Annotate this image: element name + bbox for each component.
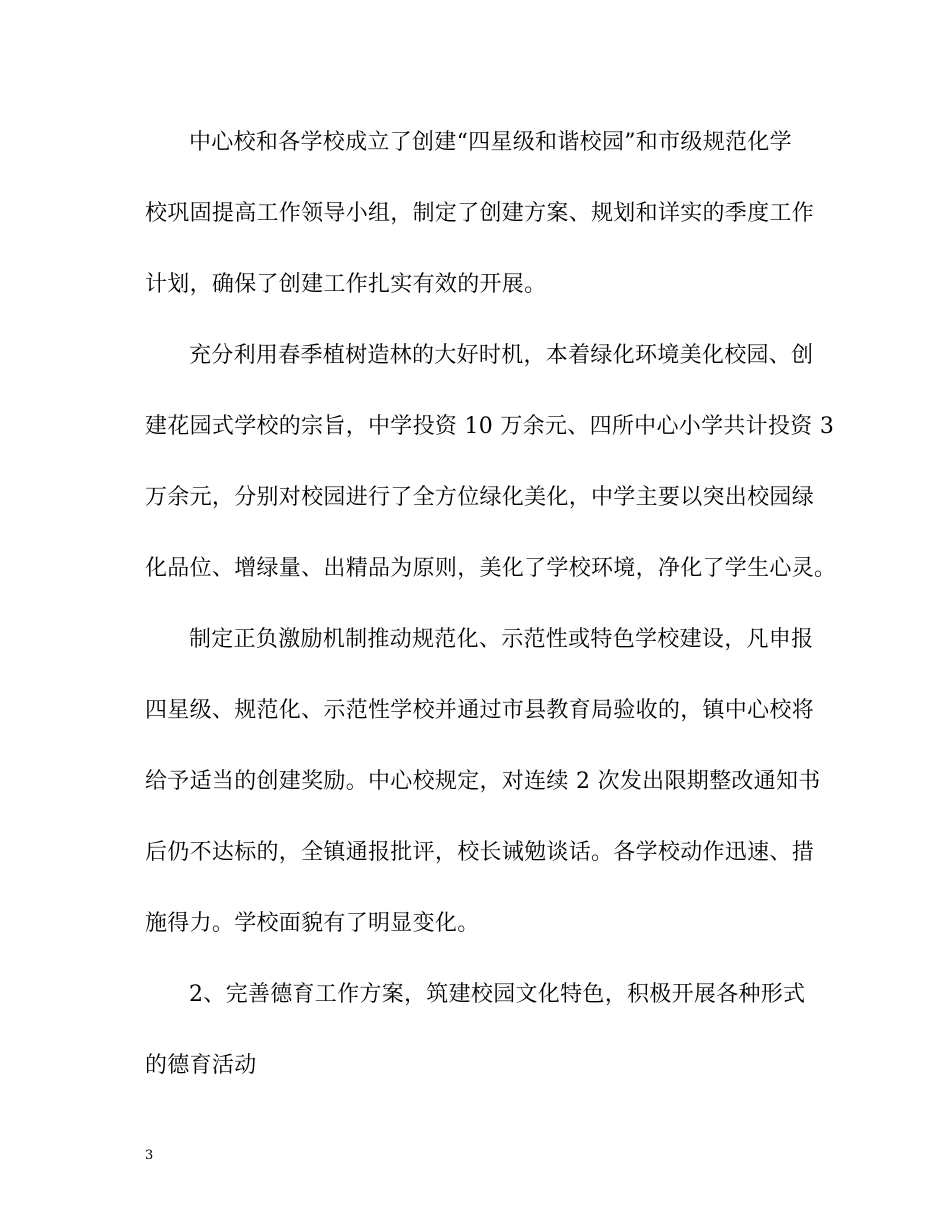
paragraph-1-line-1: 中心校和各学校成立了创建“四星级和谐校园”和市级规范化学 — [189, 130, 792, 155]
paragraph-2-line-3: 万余元，分别对校园进行了全方位绿化美化，中学主要以突出校园绿 — [145, 485, 815, 510]
section-heading-line-2: 的德育活动 — [145, 1053, 257, 1078]
paragraph-1-line-2: 校巩固提高工作领导小组，制定了创建方案、规划和详实的季度工作 — [145, 201, 815, 226]
section-heading-line-1: 2、完善德育工作方案，筑建校园文化特色，积极开展各种形式 — [189, 982, 806, 1007]
page-number: 3 — [145, 1148, 154, 1163]
paragraph-3-line-3: 给予适当的创建奖励。中心校规定，对连续 2 次发出限期整改通知书 — [145, 769, 821, 794]
paragraph-2-line-2: 建花园式学校的宗旨，中学投资 10 万余元、四所中心小学共计投资 3 — [145, 414, 835, 439]
paragraph-1-line-3: 计划，确保了创建工作扎实有效的开展。 — [145, 272, 547, 297]
paragraph-3-line-1: 制定正负激励机制推动规范化、示范性或特色学校建设，凡申报 — [189, 627, 814, 652]
paragraph-2-line-4: 化品位、增绿量、出精品为原则，美化了学校环境，净化了学生心灵。 — [145, 556, 837, 581]
paragraph-3-line-4: 后仍不达标的，全镇通报批评，校长诫勉谈话。各学校动作迅速、措 — [145, 840, 815, 865]
paragraph-3-line-2: 四星级、规范化、示范性学校并通过市县教育局验收的，镇中心校将 — [145, 698, 815, 723]
paragraph-2-line-1: 充分利用春季植树造林的大好时机，本着绿化环境美化校园、创 — [189, 343, 814, 368]
paragraph-3-line-5: 施得力。学校面貌有了明显变化。 — [145, 911, 480, 936]
